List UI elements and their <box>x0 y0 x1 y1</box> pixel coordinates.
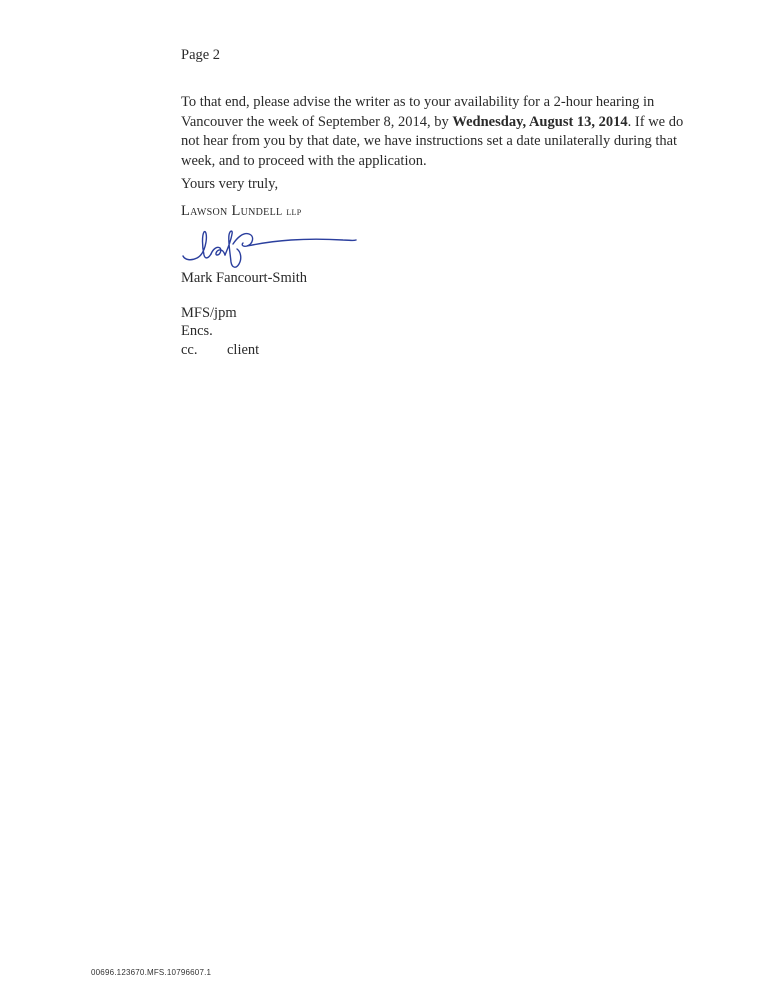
paragraph-text-end: . If we do not hear from you by that date, we have instructions set a date unilaterally during that week, and to proceed with the application. <box>181 113 684 169</box>
firm-suffix: llp <box>286 206 302 218</box>
deadline-date: Wednesday, August 13, 2014 <box>452 113 628 130</box>
cc-label: cc. <box>181 342 198 358</box>
paragraph-text-start: To that end, please advise the writer as to your availability for a 2-hour hearing in Vancouver the week of September 8, 2014, by <box>181 94 655 130</box>
reference-initials: MFS/jpm <box>181 305 237 321</box>
body-paragraph <box>181 93 701 171</box>
handwritten-signature-icon <box>175 222 365 276</box>
page-number: Page 2 <box>181 47 221 63</box>
enclosures-note: Encs. <box>181 323 213 339</box>
cc-line <box>181 342 259 359</box>
cc-recipient: client <box>227 342 260 358</box>
closing-salutation: Yours very truly, <box>181 176 279 192</box>
firm-name <box>181 203 301 220</box>
firm-name-text: Lawson Lundell <box>181 203 283 219</box>
signer-name: Mark Fancourt-Smith <box>181 270 308 286</box>
document-reference: 00696.123670.MFS.10796607.1 <box>91 968 212 977</box>
